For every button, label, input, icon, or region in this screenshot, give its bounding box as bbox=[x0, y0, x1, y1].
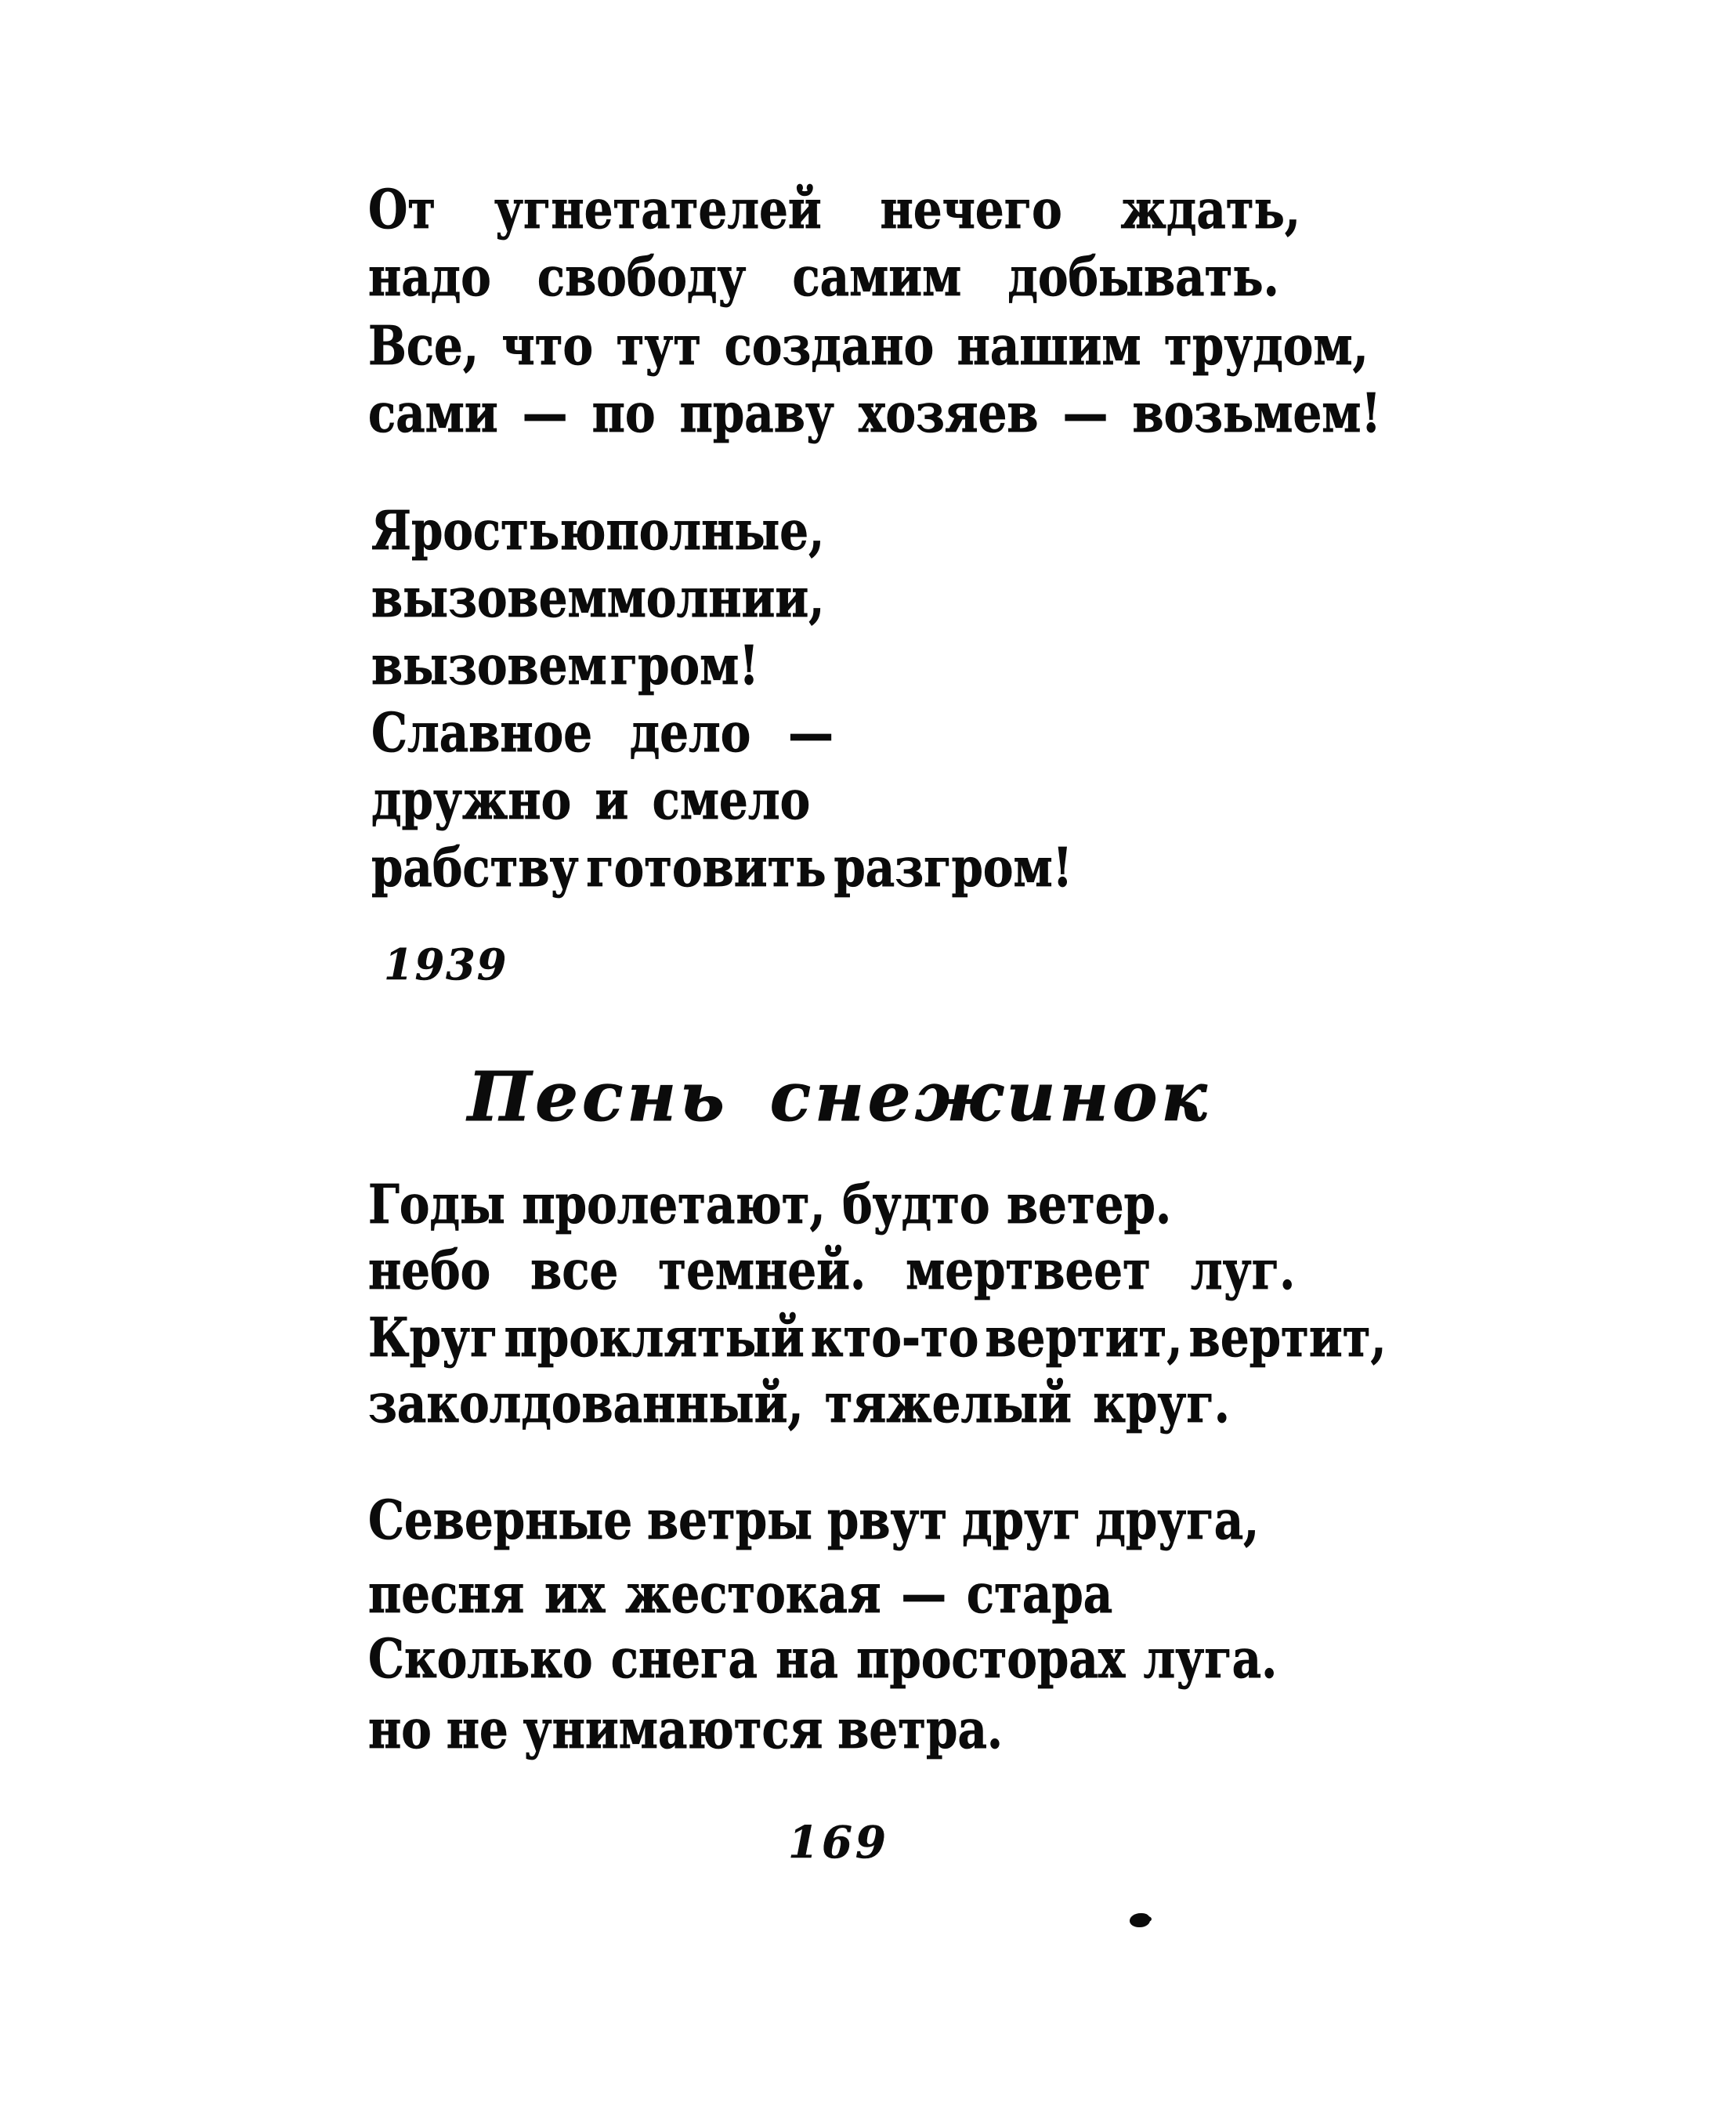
poem-line bbox=[371, 769, 811, 832]
word: вызовем bbox=[371, 635, 607, 697]
word: друга, bbox=[1095, 1489, 1260, 1552]
word: вертит, bbox=[1188, 1307, 1387, 1369]
word: луг. bbox=[1190, 1239, 1296, 1302]
word: трудом, bbox=[1164, 315, 1369, 378]
word: тяжелый bbox=[824, 1373, 1072, 1435]
page-number: 169 bbox=[788, 1817, 889, 1869]
word: снега bbox=[610, 1628, 758, 1691]
word: заколдованный, bbox=[368, 1373, 804, 1435]
poem-line bbox=[368, 246, 1279, 309]
word: разгром! bbox=[834, 837, 1073, 899]
word: все bbox=[530, 1239, 619, 1302]
word: ветры bbox=[646, 1489, 813, 1552]
word: смело bbox=[652, 769, 811, 832]
word: вертит, bbox=[985, 1307, 1183, 1369]
poem-line bbox=[371, 702, 834, 765]
word: Яростью bbox=[371, 500, 606, 563]
poem-line bbox=[368, 1307, 1387, 1369]
word: возьмем! bbox=[1132, 382, 1381, 445]
word: темней. bbox=[658, 1239, 866, 1302]
word: нашим bbox=[957, 315, 1141, 378]
word: дело bbox=[629, 702, 751, 765]
word: Круг bbox=[368, 1307, 498, 1369]
poem-line bbox=[368, 1489, 1260, 1552]
word: Все, bbox=[368, 315, 479, 378]
word: самим bbox=[792, 246, 962, 309]
word: их bbox=[544, 1563, 606, 1626]
word: надо bbox=[368, 246, 491, 309]
word: — bbox=[522, 382, 568, 445]
poem-title: Песнь снежинок bbox=[468, 1058, 1211, 1137]
word: гром! bbox=[609, 635, 759, 697]
word: молнии, bbox=[606, 567, 825, 630]
poem-line bbox=[368, 1628, 1278, 1691]
poem-line bbox=[371, 837, 1073, 899]
word: будто bbox=[842, 1174, 990, 1236]
word: праву bbox=[679, 382, 834, 445]
word: кто-то bbox=[810, 1307, 979, 1369]
poem-line bbox=[368, 1239, 1296, 1302]
word: сами bbox=[368, 382, 498, 445]
word: рвут bbox=[826, 1489, 948, 1552]
word: угнетателей bbox=[494, 179, 822, 241]
poem-date: 1939 bbox=[384, 939, 508, 989]
word: песня bbox=[368, 1563, 525, 1626]
poem-line bbox=[368, 1373, 1230, 1435]
word: — bbox=[1062, 382, 1109, 445]
word: не bbox=[446, 1699, 508, 1761]
word: создано bbox=[724, 315, 935, 378]
word: на bbox=[776, 1628, 838, 1691]
word: рабству bbox=[371, 837, 579, 899]
word: дружно bbox=[371, 769, 572, 832]
word: Северные bbox=[368, 1489, 633, 1552]
poem-line bbox=[368, 1174, 1172, 1236]
word: нечего bbox=[880, 179, 1062, 241]
word: и bbox=[595, 769, 629, 832]
ink-blot-artifact bbox=[1130, 1913, 1150, 1927]
word: круг. bbox=[1093, 1373, 1230, 1435]
word: вызовем bbox=[371, 567, 607, 630]
word: проклятый bbox=[504, 1307, 805, 1369]
word: ветра. bbox=[837, 1699, 1004, 1761]
word: пролетают, bbox=[522, 1174, 826, 1236]
word: по bbox=[591, 382, 656, 445]
word: стара bbox=[966, 1563, 1113, 1626]
word: тут bbox=[616, 315, 702, 378]
word: друг bbox=[962, 1489, 1081, 1552]
poem-line bbox=[371, 635, 759, 697]
poem-line bbox=[371, 567, 825, 630]
word: хозяев bbox=[858, 382, 1039, 445]
word: ждать, bbox=[1120, 179, 1300, 241]
word: унимаются bbox=[523, 1699, 823, 1761]
word: От bbox=[368, 179, 436, 241]
word: но bbox=[368, 1699, 432, 1761]
word: Годы bbox=[368, 1174, 505, 1236]
word: свободу bbox=[537, 246, 747, 309]
word: — bbox=[901, 1563, 947, 1626]
word: полные, bbox=[606, 500, 825, 563]
word: добывать. bbox=[1007, 246, 1279, 309]
word: Славное bbox=[371, 702, 593, 765]
word: Сколько bbox=[368, 1628, 593, 1691]
poem-line bbox=[368, 179, 1300, 241]
poem-line bbox=[368, 315, 1369, 378]
word: мертвеет bbox=[906, 1239, 1151, 1302]
word: что bbox=[501, 315, 594, 378]
word: небо bbox=[368, 1239, 491, 1302]
word: — bbox=[788, 702, 834, 765]
word: просторах bbox=[856, 1628, 1126, 1691]
word: жестокая bbox=[625, 1563, 881, 1626]
poem-line bbox=[371, 500, 825, 563]
poem-line bbox=[368, 1699, 1004, 1761]
word: ветер. bbox=[1007, 1174, 1172, 1236]
word: луга. bbox=[1143, 1628, 1278, 1691]
poem-line bbox=[368, 382, 1381, 445]
poem-line bbox=[368, 1563, 1113, 1626]
word: готовить bbox=[586, 837, 826, 899]
